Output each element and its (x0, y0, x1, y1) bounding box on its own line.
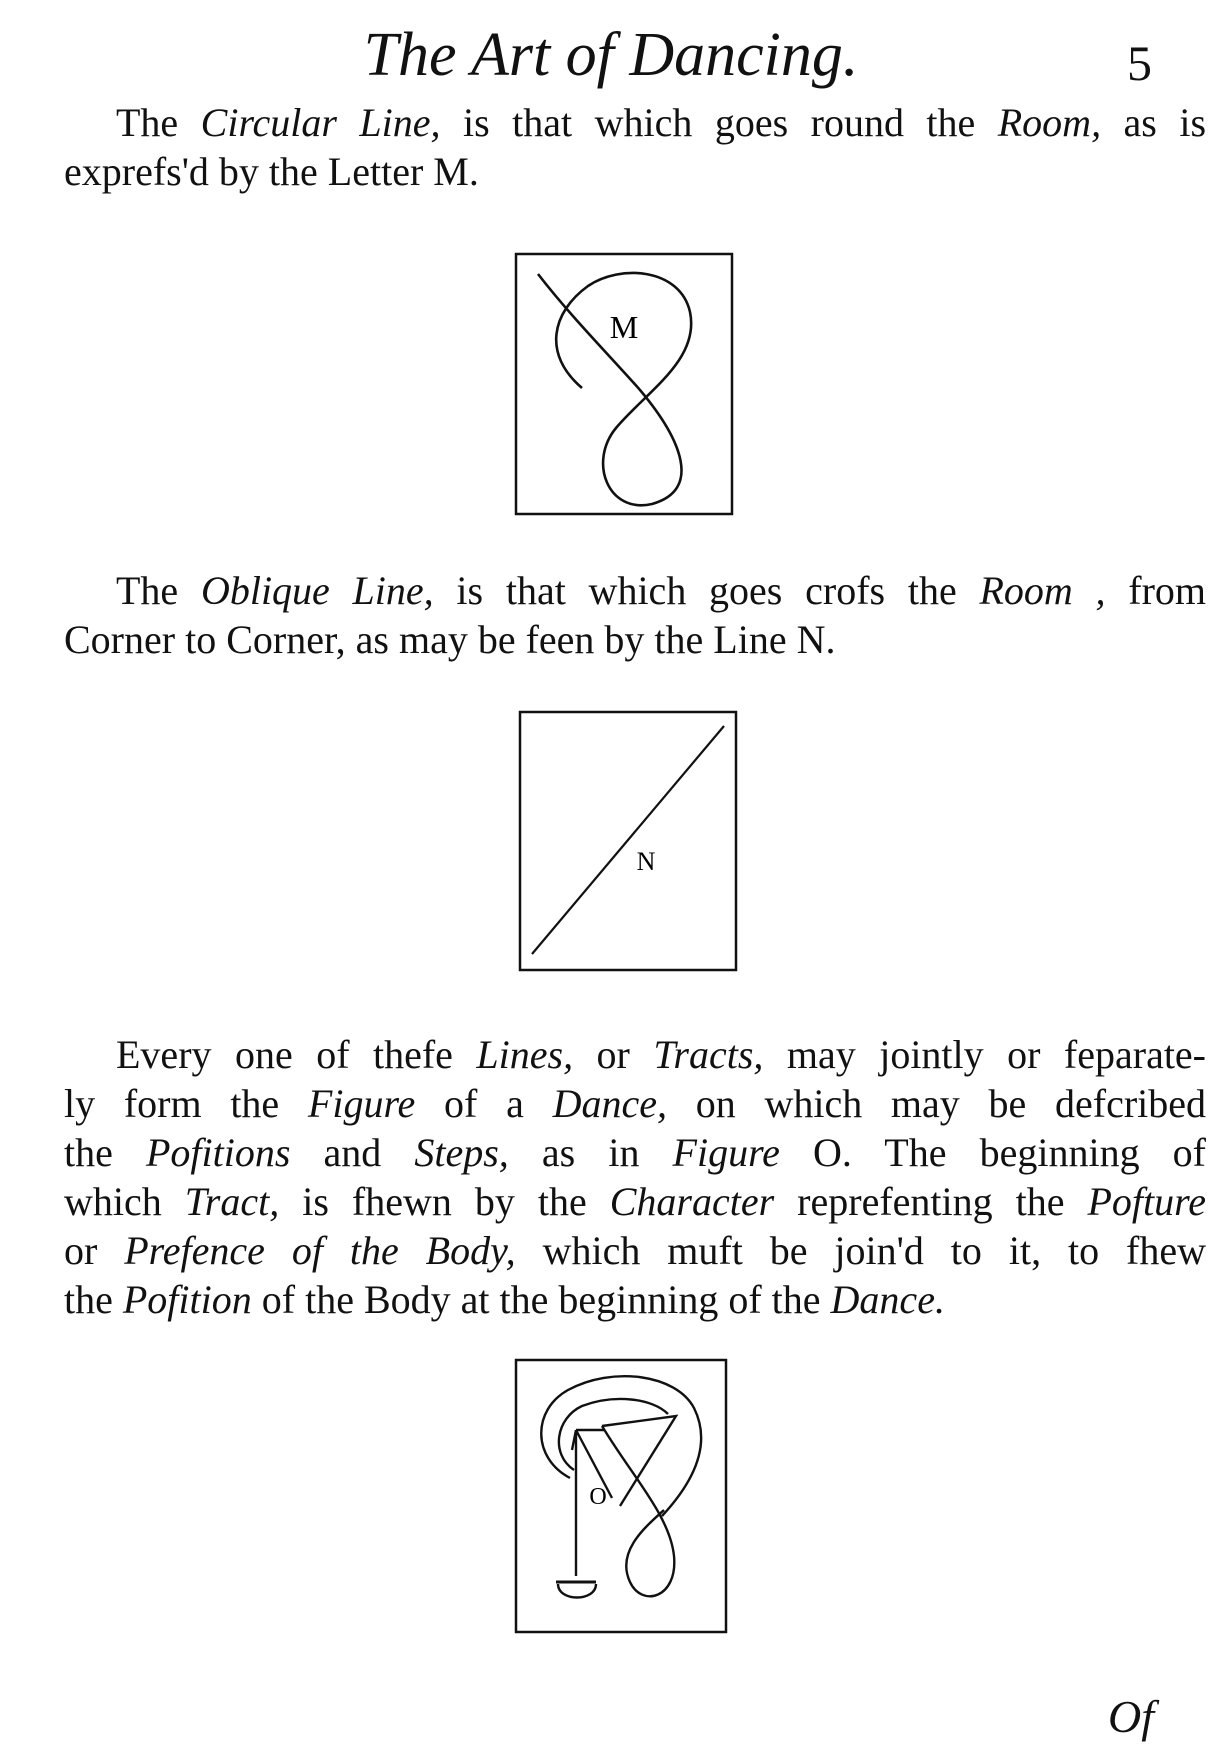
figure-outer-loop (541, 1376, 701, 1516)
figure-crossing-path (602, 1426, 674, 1596)
page-number: 5 (1127, 35, 1152, 91)
text-line: or Prefence of the Body, which muft be join'd to it, to fhew (64, 1228, 1206, 1273)
figure-label-n: N (636, 847, 656, 876)
paragraph-circular-line (64, 98, 1206, 196)
figure-diagonal-line (532, 726, 724, 954)
figure-frame (516, 1360, 726, 1632)
figure-figure-eight-path (538, 273, 691, 505)
text-line: the Pofitions and Steps, as in Figure O. The beginning of (64, 1130, 1206, 1175)
text-line: The Circular Line, is that which goes round the Room, as is (116, 100, 1207, 145)
figure-upper-triangle (602, 1416, 676, 1506)
figure-circular-line (512, 250, 736, 518)
figure-label-o: O (589, 1484, 607, 1510)
figure-frame (516, 254, 732, 514)
figure-oblique-line (516, 708, 740, 974)
paragraph-oblique-line (64, 566, 1206, 664)
figure-presence-of-body-symbol (558, 1584, 596, 1598)
text-line: the Pofition of the Body at the beginning of the Dance. (64, 1277, 945, 1322)
figure-label-m: M (609, 309, 639, 345)
text-line: Corner to Corner, as may be feen by the Line N. (64, 617, 836, 662)
running-title: The Art of Dancing. (363, 21, 859, 89)
text-line: The Oblique Line, is that which goes crofs the Room , from (116, 568, 1207, 613)
paragraph-figure-of-dance (64, 1030, 1206, 1324)
catchword: Of (1108, 1691, 1154, 1742)
text-line: which Tract, is fhewn by the Character reprefenting the Pofture (64, 1179, 1206, 1224)
figure-dance-tract (512, 1356, 730, 1636)
text-line: ly form the Figure of a Dance, on which may be defcribed (64, 1081, 1207, 1126)
text-line: exprefs'd by the Letter M. (64, 149, 479, 194)
text-line: Every one of thefe Lines, or Tracts, may jointly or feparate- (116, 1032, 1207, 1077)
